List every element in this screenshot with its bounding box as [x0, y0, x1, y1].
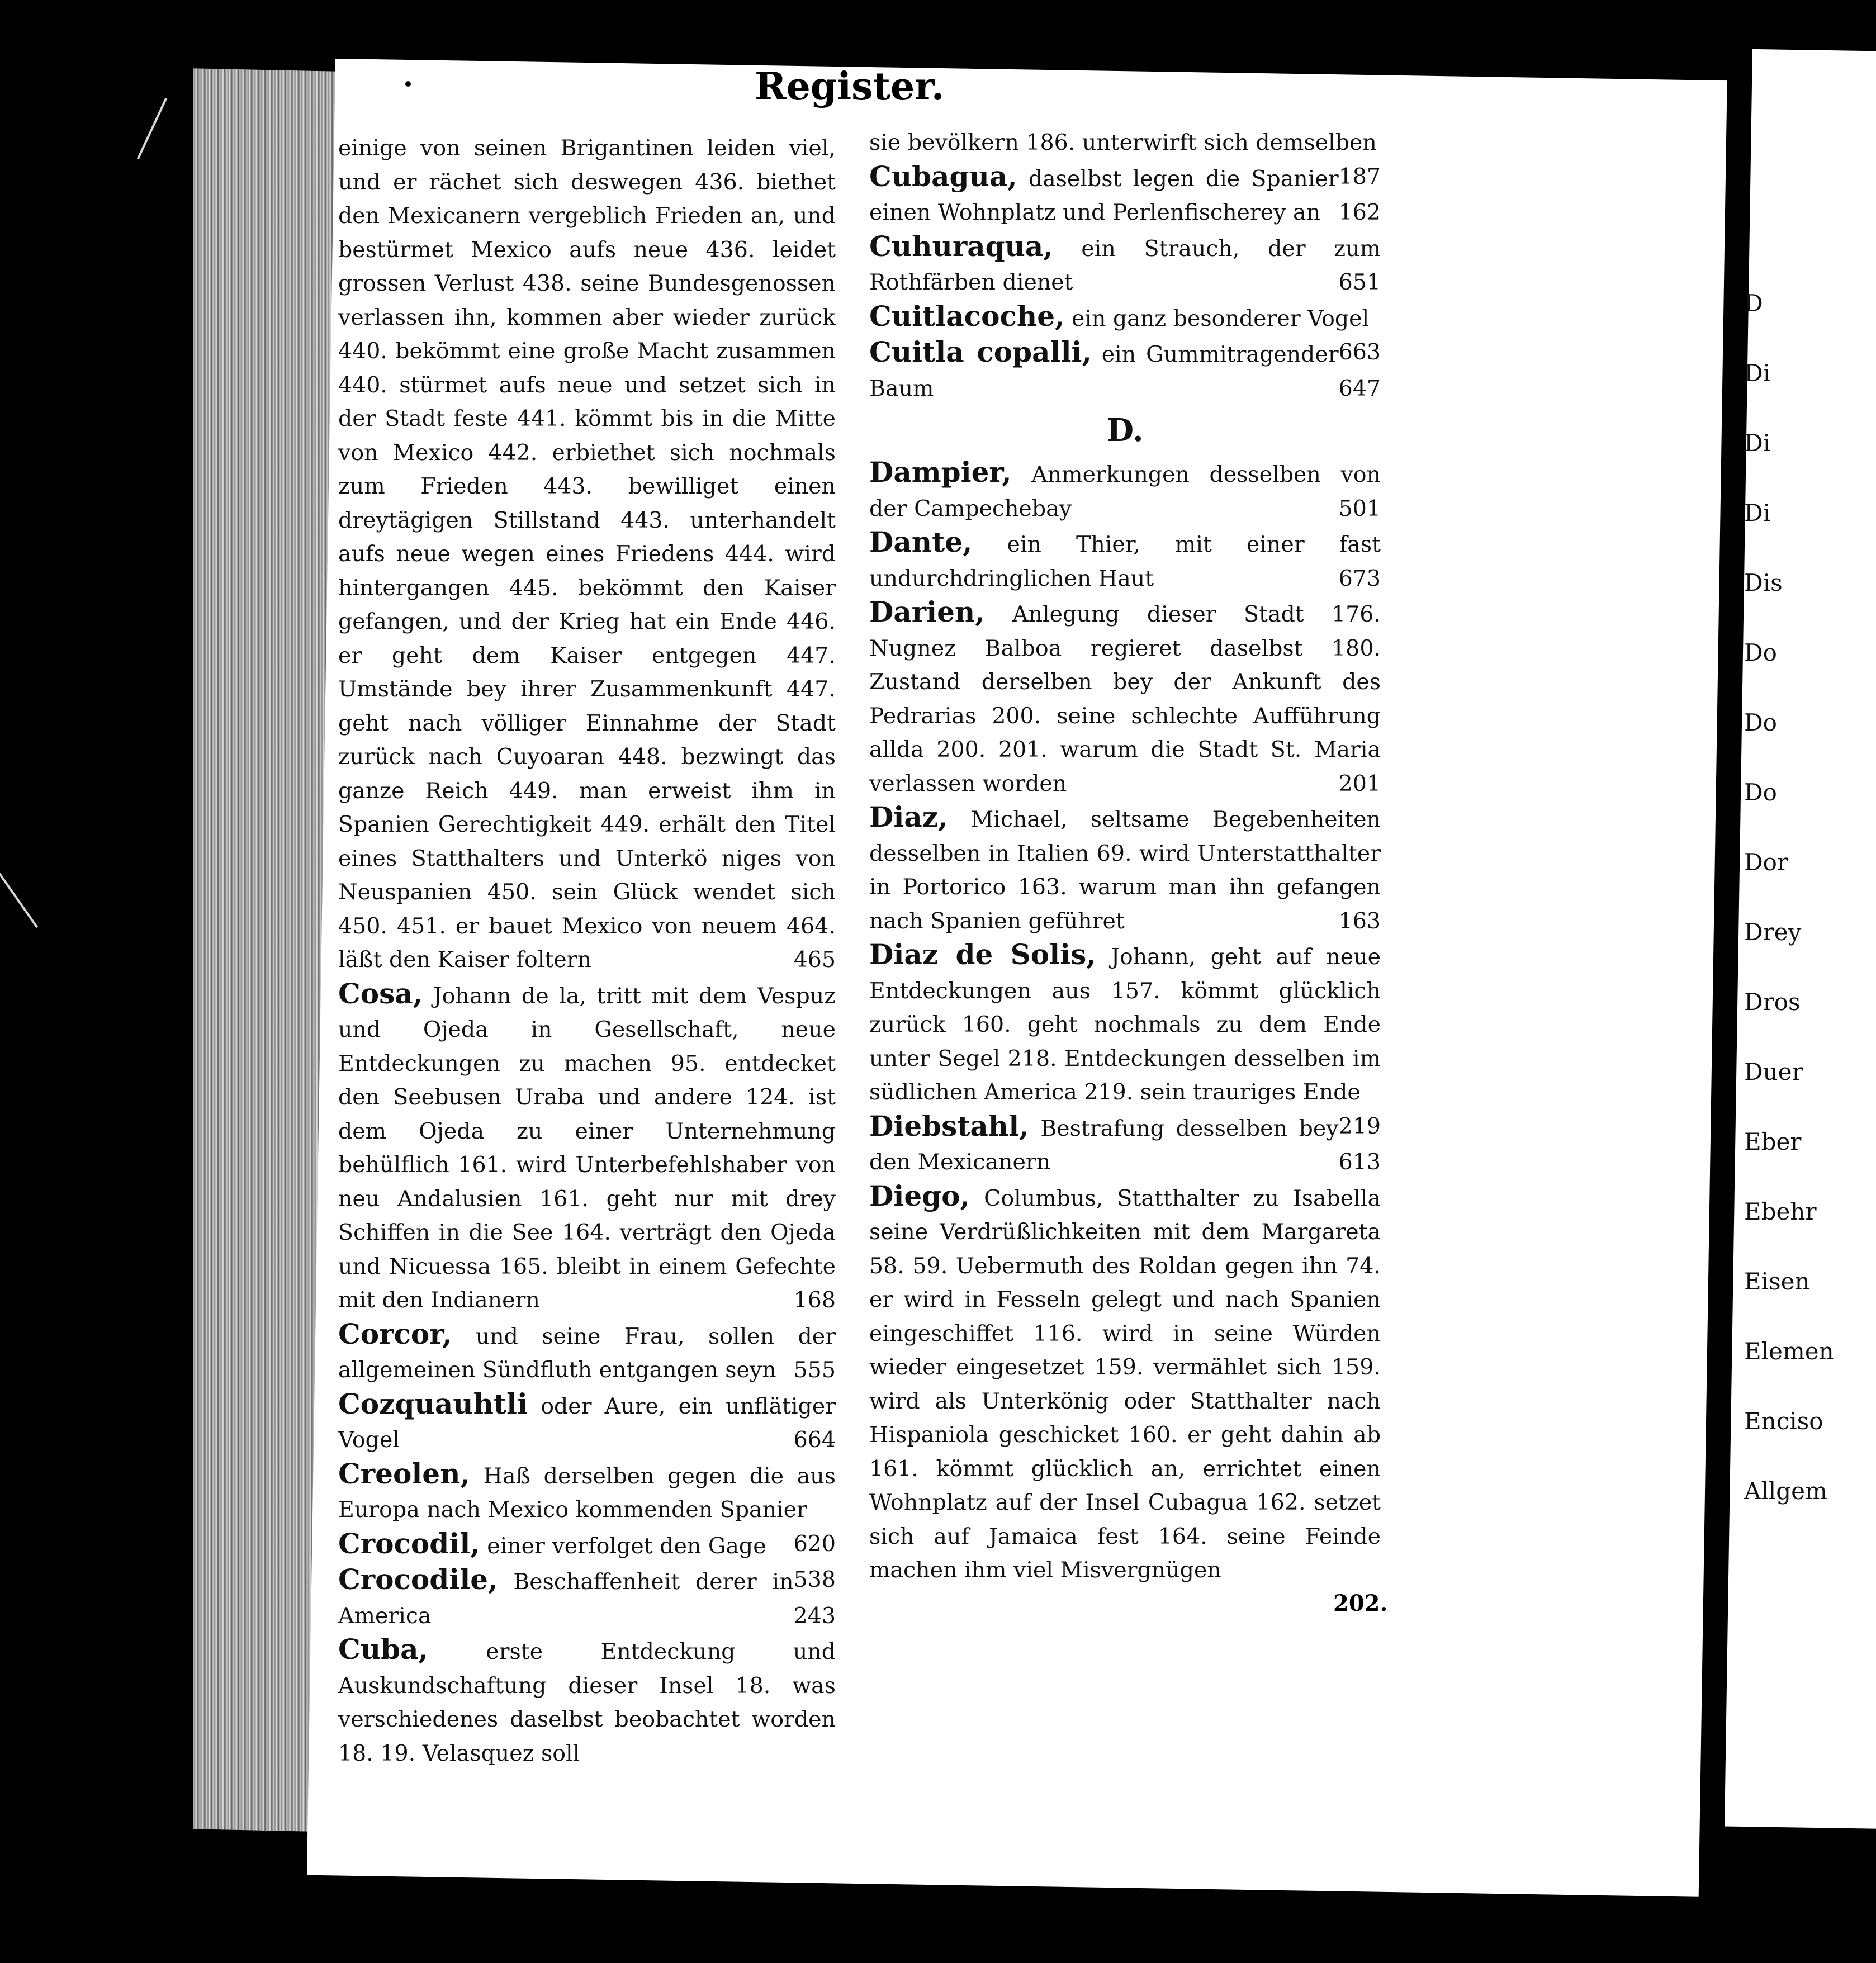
entry-term: Creolen,	[338, 1457, 470, 1490]
scan-artifact	[137, 98, 167, 159]
page-ref: 613	[1338, 1149, 1381, 1175]
list-item	[869, 1109, 1381, 1179]
fragment-text: Dros	[1744, 988, 1801, 1016]
entry-term: Cozquauhtli	[338, 1387, 528, 1420]
entry-text: Bestrafung desselben bey den Mexicanern	[869, 1115, 1339, 1175]
entry-text: erste Entdeckung und Auskundschaftung dieser Insel 18. was verschiedenes daselbst beobachtet worden 18. 19. Velasquez soll	[338, 1639, 836, 1766]
entry-term: Cuba,	[338, 1633, 428, 1666]
entry-term: Dante,	[869, 525, 973, 558]
list-item	[338, 977, 836, 1317]
entry-text: und seine Frau, sollen der allgemeinen Sündfluth entgangen seyn	[338, 1323, 836, 1383]
entry-text: Johann de la, tritt mit dem Vespuz und Ojeda in Gesellschaft, neue Entdeckungen zu machen 95. entdecket den Seebusen Uraba und andere 124. ist dem Ojeda zu einer Unternehmung behülflich 161. wird Unterbefehlshaber von neu Andalusien 161. geht nur mit drey Schiffen in die See 164. verträgt den Ojeda und Nicuessa 165. bleibt in einem Gefechte mit den Indianern	[338, 983, 836, 1313]
page-ref: 647	[1338, 375, 1381, 401]
list-item	[338, 1563, 836, 1633]
next-page-fragments	[1744, 268, 1876, 1526]
entry-text: Johann, geht auf neue Entdeckungen aus 157. kömmt glücklich zurück 160. geht nochmals zu dem Ende unter Segel 218. Entdeckungen desselben im südlichen America 219. sein trauriges Ende	[869, 944, 1381, 1105]
entry-text: einige von seinen Brigantinen leiden viel, und er rächet sich deswegen 436. biethet den Mexicanern vergeblich Frieden an, und bestürmet Mexico aufs neue 436. leidet grossen Verlust 438. seine Bundesgenossen verlassen ihn, kommen aber wieder zurück 440. bekömmt eine große Macht zusammen 440. stürmet aufs neue und setzet sich in der Stadt feste 441. kömmt bis in die Mitte von Mexico 442. erbiethet sich nochmals zum Frieden 443. bewilliget einen dreytägigen Stillstand 443. unterhandelt aufs neue wegen eines Friedens 444. wird hintergangen 445. bekömmt den Kaiser gefangen, und der Krieg hat ein Ende 446. er geht dem Kaiser entgegen 447. Umstände bey ihrer Zusammenkunft 447. geht nach völliger Einnahme der Stadt zurück nach Cuyoaran 448. bezwingt das ganze Reich 449. man erweist ihm in Spanien Gerechtigkeit 449. erhält den Titel eines Statthalters und Unterkö niges von Neuspanien 450. sein Glück wendet sich 450. 451. er bauet Mexico von neuem 464. läßt den Kaiser foltern	[338, 135, 836, 973]
page-number: 202.	[1333, 1590, 1388, 1616]
entry-term: Diego,	[869, 1179, 970, 1212]
entry-term: Cuitlacoche,	[869, 299, 1065, 333]
page-ref: 168	[793, 1287, 836, 1313]
entry-term: Diaz,	[869, 800, 948, 833]
fragment-text: Dis	[1744, 569, 1783, 596]
page-ref: 538	[793, 1567, 836, 1592]
entry-text: ein Strauch, der zum Rothfärben dienet	[869, 235, 1381, 295]
fragment-text: D	[1744, 290, 1763, 317]
fragment-text: Eber	[1744, 1128, 1802, 1155]
page-ref: 187	[1338, 163, 1381, 189]
entry-text: sie bevölkern 186. unterwirft sich demselben	[869, 130, 1377, 155]
page-ref: 201	[1338, 770, 1381, 796]
entry-term: Diebstahl,	[869, 1109, 1029, 1142]
entry-text: Haß derselben gegen die aus Europa nach Mexico kommenden Spanier	[338, 1463, 836, 1523]
entry-text: oder Aure, ein unflätiger Vogel	[338, 1393, 836, 1453]
entry-term: Dampier,	[869, 456, 1012, 489]
page-header: Register.	[755, 64, 945, 109]
entry-text: einer verfolget den Gage	[487, 1533, 766, 1559]
page-ref: 163	[1338, 908, 1381, 934]
entry-text: Beschaffenheit derer in America	[338, 1569, 794, 1629]
entry-term: Cuhuraqua,	[869, 229, 1053, 263]
page-ref: 162	[1338, 200, 1381, 225]
page-ref: 465	[793, 947, 836, 973]
entry-term: Diaz de Solis,	[869, 938, 1096, 971]
page-ref: 620	[793, 1530, 836, 1557]
fragment-text: Di	[1744, 499, 1771, 527]
section-letter: D.	[1106, 412, 1144, 449]
list-item	[338, 1317, 836, 1387]
list-item	[869, 335, 1381, 405]
fragment-text: Do	[1744, 639, 1777, 666]
entry-term: Corcor,	[338, 1317, 452, 1350]
list-item	[869, 800, 1381, 938]
entry-term: Cubagua,	[869, 159, 1017, 193]
list-item	[869, 525, 1381, 595]
fragment-text: Eisen	[1744, 1268, 1810, 1295]
list-item	[338, 131, 836, 977]
list-item	[338, 1387, 836, 1457]
entry-text: Michael, seltsame Begebenheiten desselben in Italien 69. wird Unterstatthalter in Portorico 163. warum man ihn gefangen nach Spanien geführet	[869, 807, 1381, 934]
entry-term: Crocodil,	[338, 1526, 480, 1560]
page-ref: 243	[793, 1602, 836, 1629]
fragment-text: Allgem	[1744, 1477, 1827, 1505]
page-ref: 663	[1338, 339, 1381, 365]
fragment-text: Do	[1744, 779, 1777, 806]
ink-dot	[405, 81, 411, 87]
list-item	[338, 1633, 836, 1770]
fragment-text: Enciso	[1744, 1407, 1823, 1435]
list-item	[869, 160, 1381, 230]
list-item	[869, 456, 1381, 525]
fragment-text: Dor	[1744, 848, 1789, 876]
page-ref: 219	[1338, 1113, 1381, 1139]
entry-text: daselbst legen die Spanier einen Wohnplatz und Perlenfischerey an	[869, 165, 1339, 225]
entry-text: ein Gummitragender Baum	[869, 342, 1339, 401]
scan-artifact	[0, 872, 38, 928]
list-item	[338, 1526, 836, 1592]
fragment-text: Elemen	[1744, 1338, 1834, 1365]
fragment-text: Do	[1744, 709, 1777, 736]
entry-term: Cuitla copalli,	[869, 335, 1092, 368]
page-ref: 501	[1338, 495, 1381, 521]
fragment-text: Drey	[1744, 918, 1802, 946]
fragment-text: Di	[1744, 429, 1771, 457]
page-ref: 555	[793, 1357, 836, 1383]
entry-text: Columbus, Statthalter zu Isabella seine Verdrüßlichkeiten mit dem Margareta 58. 59. Uebermuth des Roldan gegen ihn 74. er wird in Fesseln gelegt und nach Spanien eingeschiffet 116. wird in seine Würden wieder eingesetzet 159. vermählet sich 159. wird als Unterkönig oder Statthalter nach Hispaniola geschicket 160. er geht dahin ab 161. kömmt glücklich an, errichtet einen Wohnplatz auf der Insel Cubagua 162. setzet sich auf Jamaica fest 164. seine Feinde machen ihm viel Misvergnügen	[869, 1185, 1381, 1583]
entry-term: Darien,	[869, 595, 985, 628]
fragment-text: Ebehr	[1744, 1198, 1817, 1225]
right-column	[869, 126, 1381, 1587]
page-ref: 673	[1338, 565, 1381, 591]
fragment-text: Di	[1744, 359, 1771, 387]
entry-text: ein ganz besonderer Vogel	[1072, 305, 1370, 331]
list-item	[869, 1179, 1381, 1587]
entry-text: Anlegung dieser Stadt 176. Nugnez Balboa regieret daselbst 180. Zustand derselben bey der Ankunft des Pedrarias 200. seine schlechte Aufführung allda 200. 201. warum die Stadt St. Maria verlassen worden	[869, 601, 1381, 796]
list-item	[869, 230, 1381, 300]
entry-term: Cosa,	[338, 976, 423, 1010]
entry-term: Crocodile,	[338, 1563, 498, 1596]
fragment-text: Duer	[1744, 1058, 1803, 1085]
left-column	[338, 131, 836, 1770]
entry-text: ein Thier, mit einer fast undurchdringlichen Haut	[869, 532, 1381, 591]
entry-text: Anmerkungen desselben von der Campechebay	[869, 462, 1381, 521]
list-item	[869, 595, 1381, 800]
page-ref: 664	[793, 1427, 836, 1453]
page-ref: 651	[1338, 269, 1381, 295]
